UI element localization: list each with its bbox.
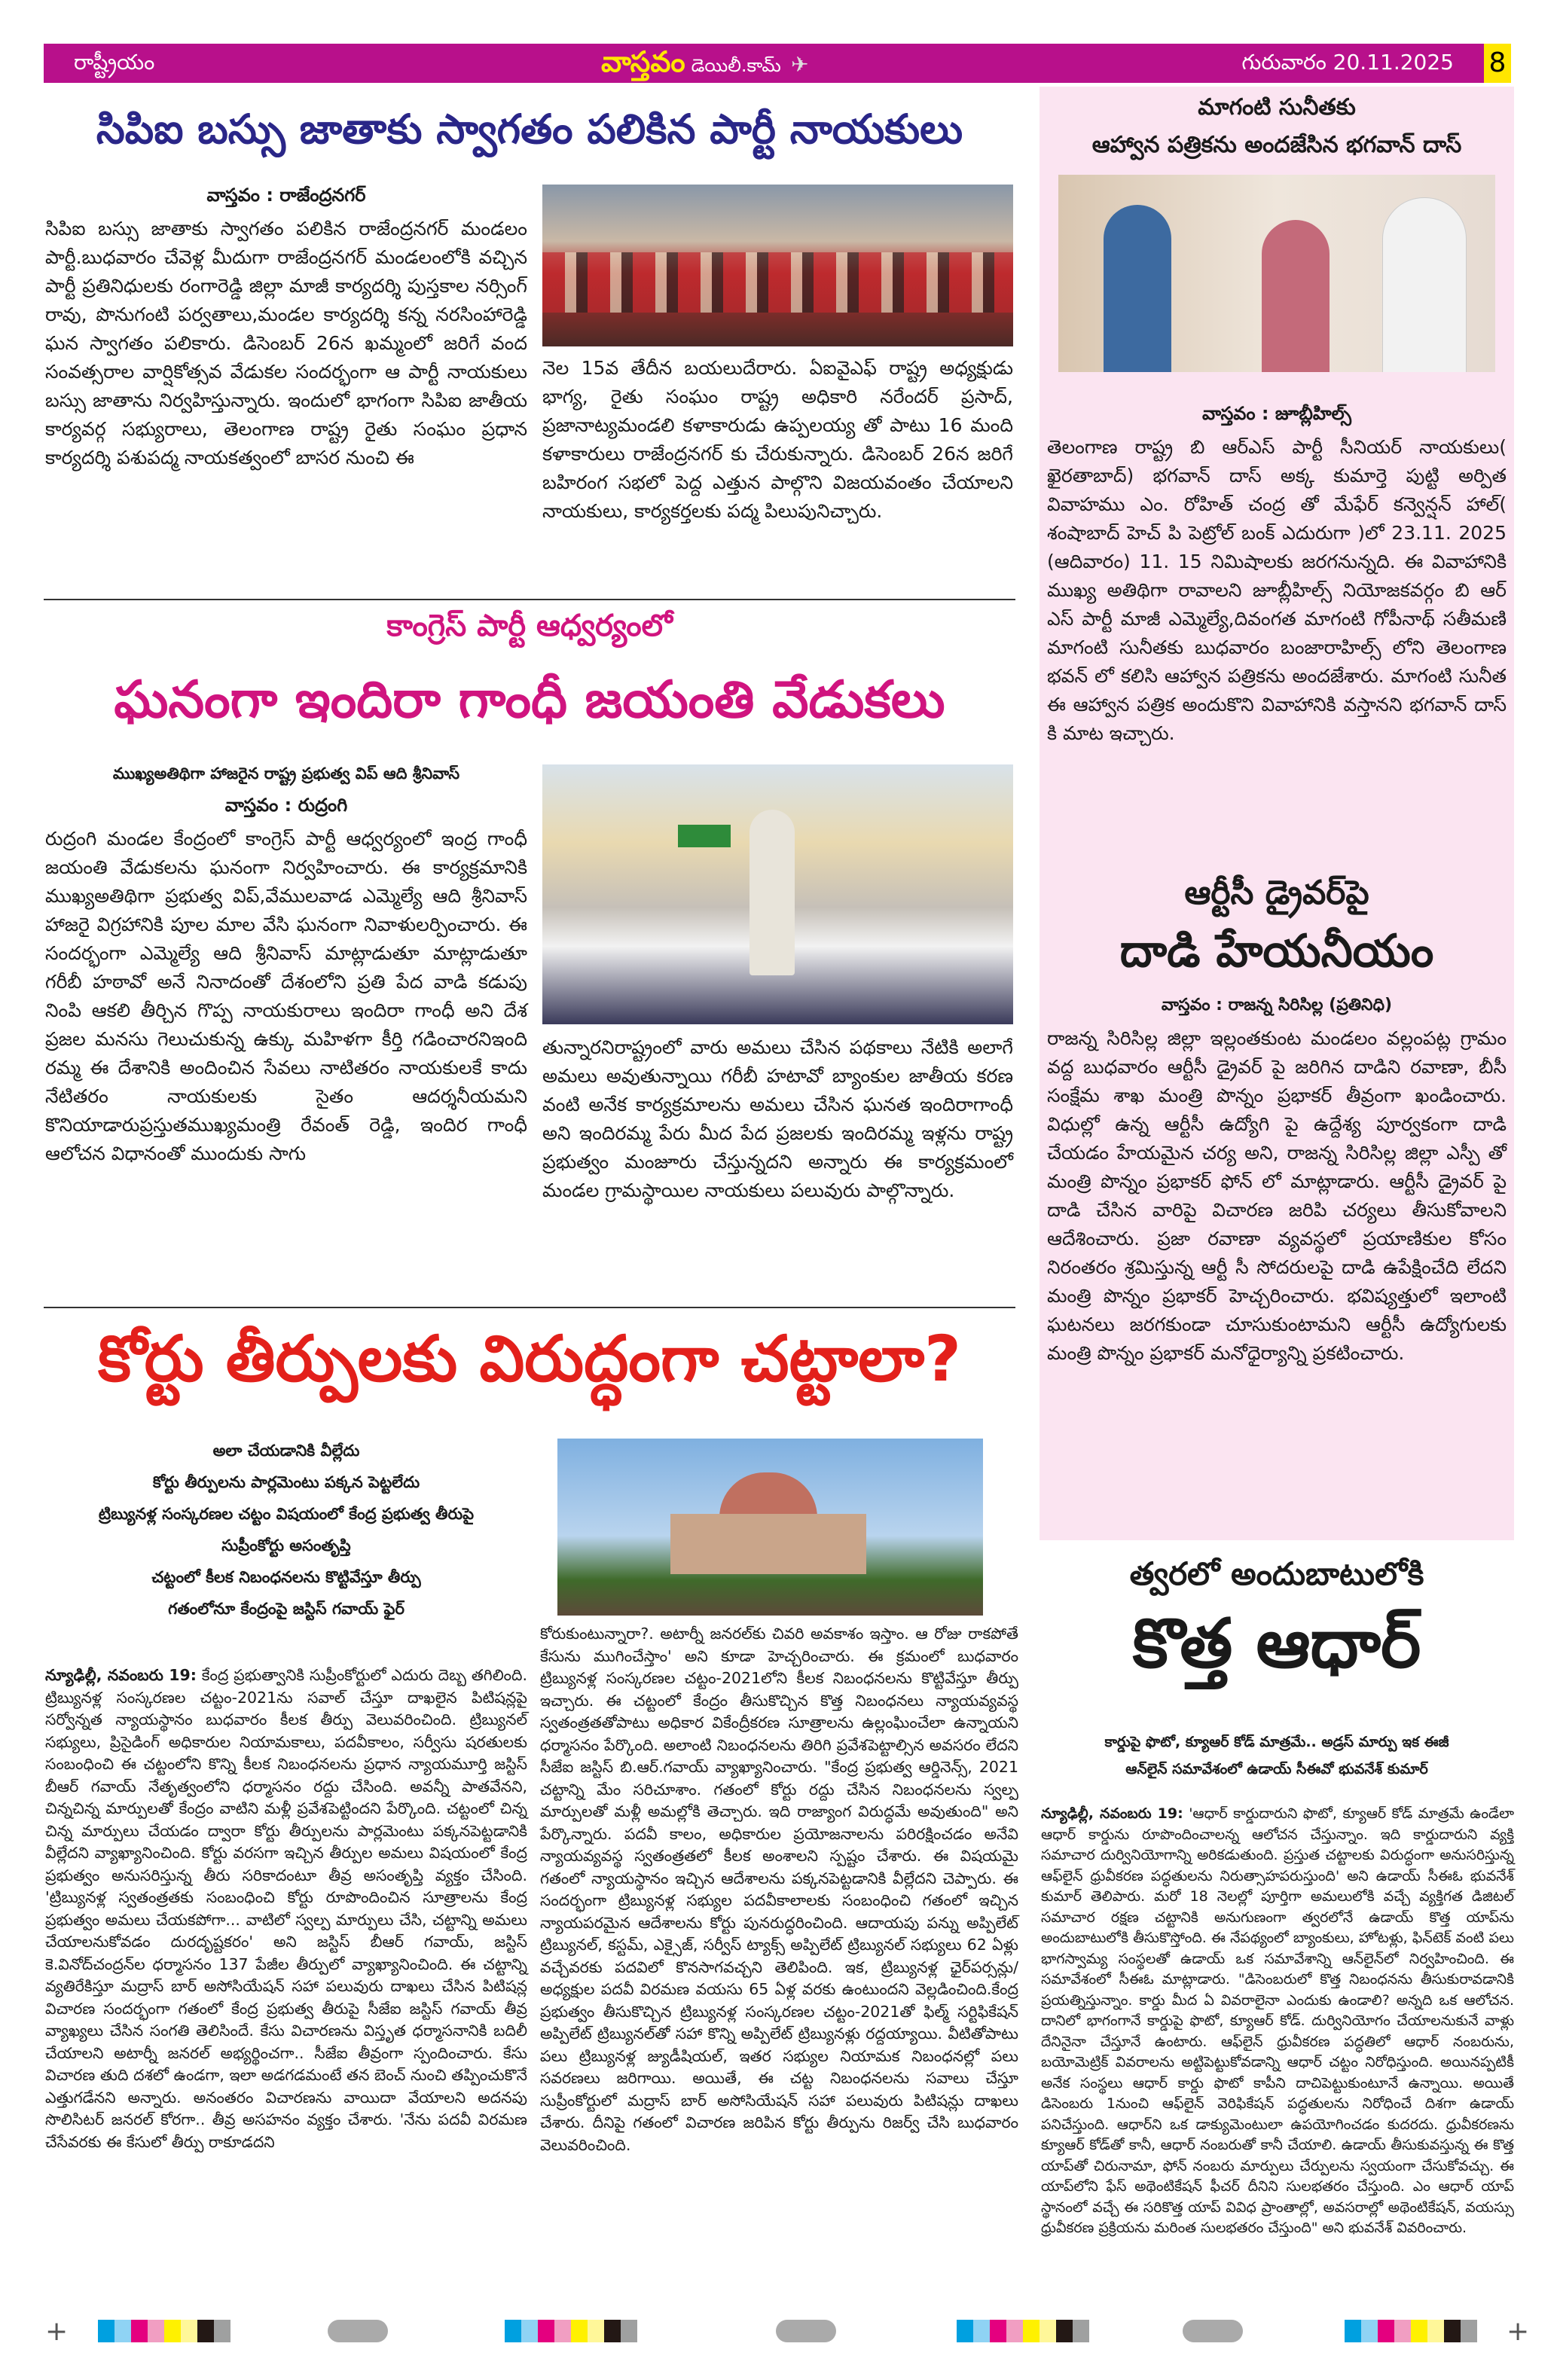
- story2-headline: ఘనంగా ఇందిరా గాంధీ జయంతి వేడుకలు: [114, 670, 945, 730]
- section-name: రాష్ట్రీయం: [74, 50, 155, 75]
- color-bar: [957, 2320, 1089, 2342]
- story3-subhead: ట్రిబ్యునళ్ల సంస్కరణల చట్టం విషయంలో కేంద్ర ప్రభుత్వ తీరుపై: [98, 1505, 475, 1523]
- story1-photo-cpi-bus-yatra: [542, 185, 1013, 346]
- story4-headline-line1: మాగంటి సునీతకు: [1198, 94, 1356, 121]
- brand-name: వాస్తవం: [601, 45, 685, 78]
- registration-pill: [1183, 2320, 1243, 2342]
- registration-pill: [776, 2320, 836, 2342]
- story6-headline: కొత్త ఆధార్: [1132, 1604, 1421, 1683]
- page-number: 8: [1484, 44, 1511, 83]
- story2-kicker: కాంగ్రెస్ పార్టీ ఆధ్వర్యంలో: [386, 609, 673, 643]
- divider: [44, 1307, 1015, 1308]
- story3-col1: [45, 1664, 527, 2153]
- story4-headline-line2: ఆహ్వాన పత్రికను అందజేసిన భగవాన్ దాస్: [1091, 132, 1462, 158]
- story1-headline: సిపిఐ బస్సు జాతాకు స్వాగతం పలికిన పార్టీ నాయకులు: [96, 105, 963, 153]
- story2-subhead: ముఖ్యఅతిథిగా హాజరైన రాష్ట్ర ప్రభుత్వ విప్ ఆది శ్రీనివాస్: [112, 764, 460, 783]
- story6-body: [1041, 1804, 1514, 2239]
- story5-body: రాజన్న సిరిసిల్ల జిల్లా ఇల్లంతకుంట మండలం వల్లంపట్ల గ్రామం వద్ద బుధవారం ఆర్టీసీ డ్రైవర్ పై జరిగిన దాడిని రవాణా, బీసీ సంక్షేమ శాఖ మంత్రి పొన్నం ప్రభాకర్ తీవ్రంగా ఖండించారు. విధుల్లో ఉన్న ఆర్టీసీ ఉద్యోగి పై ఉద్దేశ్య పూర్వకంగా దాడి చేయడం హేయమైన చర్య అని, రాజన్న సిరిసిల్ల జిల్లా ఎస్పీ తో మంత్రి పొన్నం ప్రభాకర్ ఫోన్ లో మాట్లాడారు. ఆర్టీసీ డ్రైవర్ పై దాడి చేసిన వారిపై విచారణ జరిపి చర్యలు తీసుకోవాలని ఆదేశించారు. ప్రజా రవాణా వ్యవస్థలో ప్రయాణికుల కోసం నిరంతరం శ్రమిస్తున్న ఆర్టీ సీ సోదరులపై దాడి ఉపేక్షించేది లేదని మంత్రి పొన్నం ప్రభాకర్ హెచ్చరించారు. భవిష్యత్తులో ఇలాంటి ఘటనలు జరగకుండా చూసుకుంటామని ఆర్టీసీ ఉద్యోగులకు మంత్రి పొన్నం ప్రభాకర్ మనోధైర్యాన్ని ప్రకటించారు.: [1047, 1027, 1507, 1364]
- story4-dateline: వాస్తవం : జూబ్లీహిల్స్: [1202, 403, 1351, 424]
- color-bar: [505, 2320, 637, 2342]
- story3-subhead: గతంలోనూ కేంద్రంపై జస్టిస్ గవాయ్ ఫైర్: [168, 1600, 405, 1618]
- color-bar: [1345, 2320, 1477, 2342]
- story3-subheads: [45, 1435, 527, 1625]
- story6-kicker: త్వరలో అందుబాటులోకి: [1129, 1555, 1424, 1592]
- story2-photo-indira-statue: [542, 764, 1013, 1024]
- story3-headline: కోర్టు తీర్పులకు విరుద్ధంగా చట్టాలా?: [98, 1322, 961, 1396]
- story6-body-text: 'ఆధార్ కార్డుదారుని ఫొటో, క్యూఆర్ కోడ్ మాత్రమే ఉండేలా ఆధార్ కార్డును రూపొందించాలన్న ఆలోచన చేస్తున్నాం. ఇది కార్డుదారుని వ్యక్తి సమాచార దుర్వినియోగాన్ని అరికడుతుంది. ప్రస్తుత చట్టాలకు విరుద్ధంగా అనుసరిస్తున్న ఆఫ్‌లైన్ ధ్రువీకరణ పద్ధతులను నిరుత్సాహపరుస్తుంది' అని ఉడాయ్ సీఈఓ భువనేశ్ కుమార్ తెలిపారు. మరో 18 నెలల్లో పూర్తిగా అమలులోకి వచ్చే వ్యక్తిగత డిజిటల్ సమాచార రక్షణ చట్టానికి అనుగుణంగా త్వరలోనే ఉడాయ్ కొత్త యాప్‌ను అందుబాటులోకి తీసుకొస్తోంది. ఈ నేపథ్యంలో బ్యాంకులు, హోటళ్లు, ఫిన్‌టెక్ వంటి పలు భాగస్వామ్య సంస్థలతో ఉడాయ్ ఒక సమావేశాన్ని ఆన్‌లైన్‌లో నిర్వహించింది. ఈ సమావేశంలో సీఈఓ మాట్లాడారు. "డిసెంబరులో కొత్త నిబంధనను తీసుకురావడానికి ప్రయత్నిస్తున్నాం. కార్డు మీద ఏ వివరాలైనా ఎందుకు ఉండాలి? అన్నది ఒక ఆలోచన. దానిలో భాగంగానే కార్డుపై ఫొటో, క్యూఆర్ కోడ్. దుర్వినియోగం చేయాలనుకునే వాళ్లు దేనినైనా చేస్తూనే ఉంటారు. ఆఫ్‌లైన్ ధ్రువీకరణ పద్ధతిలో ఆధార్ నంబరును, బయోమెట్రిక్ వివరాలను అట్టిపెట్టుకోవడాన్ని ఆధార్ చట్టం నిరోధిస్తుంది. అయినప్పటికీ అనేక సంస్థలు ఆధార్ కార్డు ఫొటో కాపీని దాచిపెట్టుకుంటూనే ఉన్నాయి. అయితే డిసెంబరు 1నుంచి ఆఫ్‌లైన్ వెరిఫికేషన్ పద్ధతులను నిరోధించే దిశగా ఉడాయ్ పనిచేస్తుంది. ఆధార్‌ని ఒక డాక్యుమెంటులా ఉపయోగించడం కుదరదు. ధ్రువీకరణను క్యూఆర్ కోడ్‌తో కానీ, ఆధార్ నంబరుతో కానీ చేయాలి. ఉడాయ్ తీసుకువస్తున్న ఈ కొత్త యాప్‌తో చిరునామా, ఫోన్ నంబరు మార్పులు చేర్పులను స్వయంగా చేసుకోవచ్చు. ఈ యాప్‌లోని ఫేస్ అథెంటికేషన్ ఫీచర్ దీనిని సులభతరం చేస్తుంది. ఎం ఆధార్ యాప్ స్థానంలో వచ్చే ఈ సరికొత్త యాప్ వివిధ ప్రాంతాల్లో, అవసరాల్లో అథెంటికేషన్, వయస్సు ధ్రువీకరణ ప్రక్రియను మరింత సులభతరం చేస్తుంది" అని భువనేశ్ వివరించారు.: [1041, 1805, 1514, 2236]
- brand-suffix: డెయిలీ.కామ్: [691, 55, 781, 76]
- story3-subhead: సుప్రీంకోర్టు అసంతృప్తి: [221, 1536, 351, 1555]
- story3-col1-text: కేంద్ర ప్రభుత్వానికి సుప్రీంకోర్టులో ఎదురు దెబ్బ తగిలింది. ట్రిబ్యునళ్ల సంస్కరణల చట్టం-2021ను సవాల్ చేస్తూ దాఖలైన పిటిషన్లపై సర్వోన్నత న్యాయస్థానం బుధవారం కీలక తీర్పు వెలువరించింది. ట్రిబ్యునల్ సభ్యులు, ప్రిసైడింగ్ అధికారుల నియామకాలు, పదవీకాలం, సర్వీసు షరతులకు సంబంధించి ఈ చట్టంలోని కొన్ని కీలక నిబంధనలను ప్రధాన న్యాయమూర్తి జస్టిస్ బీఆర్ గవాయ్ నేతృత్వంలోని ధర్మాసనం రద్దు చేసింది. అవన్నీ పాతవేనని, చిన్నచిన్న మార్పులతో కేంద్రం వాటిని మళ్లీ ప్రవేశపెట్టిందని పేర్కొంది. చట్టంలో చిన్న చిన్న మార్పులు చేయడం ద్వారా కోర్టు తీర్పులను పార్లమెంటు పక్కనపెట్టడానికి వీల్లేదని వ్యాఖ్యానించింది. కోర్టు వరసగా ఇచ్చిన తీర్పుల అమలు విషయంలో కేంద్ర ప్రభుత్వం అనుసరిస్తున్న తీరు సరికాదంటూ తీవ్ర అసంతృప్తి వ్యక్తం చేసింది. 'ట్రిబ్యునళ్ల స్వతంత్రతకు సంబంధించి కోర్టు రూపొందించిన సూత్రాలను కేంద్ర ప్రభుత్వం అమలు చేయకపోగా... వాటిలో స్వల్ప మార్పులు చేసి, చట్టాన్ని అమలు చేయాలనుకోవడం దురదృష్టకరం' అని జస్టిస్ బీఆర్ గవాయ్, జస్టిస్ కె.వినోద్‌చంద్రన్‌ల ధర్మాసనం 137 పేజీల తీర్పులో వ్యాఖ్యానించింది. ఈ చట్టాన్ని వ్యతిరేకిస్తూ మద్రాస్ బార్ అసోసియేషన్ సహా పలువురు దాఖలు చేసిన పిటిషన్ల విచారణ సందర్భంగా గతంలో కేంద్ర ప్రభుత్వ తీరుపై సీజేఐ జస్టిస్ గవాయ్ తీవ్ర వ్యాఖ్యలు చేసిన సంగతి తెలిసిందే. కేసు విచారణను విస్తృత ధర్మాసనానికి బదిలీ చేయాలని అటార్నీ జనరల్ అభ్యర్థించగా.. సీజేఐ తీవ్రంగా స్పందించారు. కేసు విచారణ తుది దశలో ఉండగా, ఇలా అడగడమంటే తన బెంచ్ నుంచి తప్పించుకొనే ఎత్తుగడేనని అన్నారు. అనంతరం విచారణను వాయిదా వేయాలని అదనపు సొలిసిటర్ జనరల్ కోరగా.. తీవ్ర అసహనం వ్యక్తం చేశారు. 'నేను పదవీ విరమణ చేసేవరకు ఈ కేసులో తీర్పు రాకూడదని: [45, 1666, 527, 2151]
- issue-date: గురువారం 20.11.2025: [1241, 50, 1454, 75]
- story1-col1: సిపిఐ బస్సు జాతాకు స్వాగతం పలికిన రాజేంద్రనగర్ మండలం పార్టీ.బుధవారం చేవెళ్ల మీదుగా రాజేంద్రనగర్ మండలంలోకి వచ్చిన పార్టీ ప్రతినిధులకు రంగారెడ్డి జిల్లా మాజీ కార్యదర్శి పుస్తకాల నర్సింగ్ రావు, పొనుగంటి పర్వతాలు,మండల కార్యదర్శి కన్న నరసింహారెడ్డి ఘన స్వాగతం పలికారు. డిసెంబర్ 26న ఖమ్మంలో జరిగే వంద సంవత్సరాల వార్షికోత్సవ వేడుకల సందర్భంగా ఆ పార్టీ నాయకులు బస్సు జాతాను నిర్వహిస్తున్నారు. ఇందులో భాగంగా సిపిఐ జాతీయ కార్యవర్గ సభ్యురాలు, తెలంగాణ రాష్ట్ర రైతు సంఘం ప్రధాన కార్యదర్శి పశుపద్మ నాయకత్వంలో బాసర నుంచి ఈ: [45, 218, 527, 468]
- story1-col2: నెల 15వ తేదీన బయలుదేరారు. ఏఐవైఎఫ్ రాష్ట్ర అధ్యక్షుడు భాగ్య, రైతు సంఘం రాష్ట్ర అధికారి నరేందర్ ప్రసాద్, ప్రజానాట్యమండలి కళాకారుడు ఉప్పలయ్య తో పాటు 16 మంది కళాకారులు రాజేంద్రనగర్ కు చేరుకున్నారు. డిసెంబర్ 26న జరిగే బహిరంగ సభలో పెద్ద ఎత్తున పాల్గొని విజయవంతం చేయాలని నాయకులు, కార్యకర్తలకు పద్మ పిలుపునిచ్చారు.: [542, 357, 1013, 522]
- story3-photo-supreme-court: [557, 1439, 983, 1616]
- story4-body: తెలంగాణ రాష్ట్ర బి ఆర్ఎస్ పార్టీ సీనియర్ నాయకులు( ఖైరతాబాద్) భగవాన్ దాస్ అక్క కుమార్తె పుట్టి అర్పిత వివాహము ఎం. రోహిత్ చంద్ర తో మేఫేర్ కన్వెన్షన్ హాల్( శంషాబాద్ హెచ్ పి పెట్రోల్ బంక్ ఎదురుగా )లో 23.11. 2025 (ఆదివారం) 11. 15 నిమిషాలకు జరగనున్నది. ఈ వివాహానికి ముఖ్య అతిథిగా రావాలని జూబ్లీహిల్స్ నియోజకవర్గం బి ఆర్ ఎస్ పార్టీ మాజీ ఎమ్మెల్యే,దివంగత మాగంటి గోపీనాథ్ సతీమణి మాగంటి సునీతకు బుధవారం బంజారాహిల్స్ లోని తెలంగాణ భవన్ లో కలిసి ఆహ్వాన పత్రికను అందజేశారు. మాగంటి సునీత ఈ ఆహ్వాన పత్రిక అందుకొని వివాహానికి వస్తానని భగవాన్ దాస్ కి మాట ఇచ్చారు.: [1047, 436, 1507, 744]
- story5-kicker: ఆర్టీసీ డ్రైవర్‌పై: [1184, 874, 1369, 912]
- registration-mark-icon: +: [45, 2316, 69, 2347]
- story6-subhead: ఆన్‌లైన్ సమావేశంలో ఉడాయ్ సీఈవో భువనేశ్ కుమార్: [1125, 1761, 1428, 1777]
- story3-subhead: చట్టంలో కీలక నిబంధనలను కొట్టివేస్తూ తీర్పు: [151, 1568, 421, 1586]
- newspaper-logo: [601, 45, 809, 86]
- story2-col1: రుద్రంగి మండల కేంద్రంలో కాంగ్రెస్ పార్టీ ఆధ్వర్యంలో ఇంద్ర గాంధీ జయంతి వేడుకలను ఘనంగా నిర్వహించారు. ఈ కార్యక్రమానికి ముఖ్యఅతిథిగా ప్రభుత్వ విప్,వేములవాడ ఎమ్మెల్యే ఆది శ్రీనివాస్ హాజరై విగ్రహానికి పూల మాల వేసి ఘనంగా నివాళులర్పించారు. ఈ సందర్భంగా ఎమ్మెల్యే ఆది శ్రీనివాస్ మాట్లాడుతూ మాట్లాడుతూ గరీబీ హఠావో అనే నినాదంతో దేశంలోని ప్రతి పేద వాడి కడుపు నింపి ఆకలి తీర్చిన గొప్ప నాయకురాలు ఇందిరా గాంధీ అని దేశ ప్రజల మనసు గెలుచుకున్న ఉక్కు మహిళగా కీర్తి గడించారనిఇంది రమ్మ ఈ దేశానికి అందించిన సేవలు నాటితరం నాయకులకే కాదు నేటితరం నాయకులకు సైతం ఆదర్శనీయమని కొనియాడారుప్రస్తుతముఖ్యమంత్రి రేవంత్ రెడ్డి, ఇందిర గాంధీ ఆలోచన విధానంతో ముందుకు సాగు: [45, 828, 527, 1164]
- registration-mark-icon: +: [1507, 2316, 1530, 2347]
- story6-lead: న్యూఢిల్లీ, నవంబరు 19:: [1041, 1805, 1183, 1822]
- color-bar: [98, 2320, 230, 2342]
- story4-photo-invitation: [1058, 175, 1495, 372]
- divider: [44, 599, 1015, 600]
- story5-dateline: వాస్తవం : రాజన్న సిరిసిల్ల (ప్రతినిధి): [1161, 996, 1393, 1015]
- story3-subhead: అలా చేయడానికి వీల్లేదు: [212, 1442, 360, 1460]
- masthead-bar: [44, 44, 1484, 83]
- bird-logo-icon: ✈: [791, 52, 809, 77]
- registration-pill: [328, 2320, 388, 2342]
- story2-dateline: వాస్తవం : రుద్రంగి: [224, 795, 348, 816]
- story3-subhead: కోర్టు తీర్పులను పార్లమెంటు పక్కన పెట్టలేదు: [152, 1473, 420, 1491]
- story5-headline: దాడి హేయనీయం: [1119, 925, 1434, 978]
- story3-lead: న్యూఢిల్లీ, నవంబరు 19:: [45, 1666, 197, 1684]
- story3-col2: కోరుకుంటున్నారా?. అటార్నీ జనరల్‌కు చివరి అవకాశం ఇస్తాం. ఆ రోజు రాకపోతే కేసును ముగించేస్తాం' అని కూడా హెచ్చరించారు. ఈ క్రమంలో బుధవారం ట్రిబ్యునళ్ల సంస్కరణల చట్టం-2021లోని కీలక నిబంధనలను కొట్టివేస్తూ తీర్పు ఇచ్చారు. ఈ చట్టంలో కేంద్రం తీసుకొచ్చిన కొత్త నిబంధనలు న్యాయవ్యవస్థ స్వతంత్రతతోపాటు అధికార వికేంద్రీకరణ సూత్రాలను ఉల్లంఘించేలా ఉన్నాయని ధర్మాసనం పేర్కొంది. అలాంటి నిబంధనలను తిరిగి ప్రవేశపెట్టాల్సిన అవసరం లేదని సీజేఐ జస్టిస్ బి.ఆర్.గవాయ్ వ్యాఖ్యానించారు. "కేంద్ర ప్రభుత్వ ఆర్డినెన్స్, 2021 చట్టాన్ని మేం సరిచూశాం. గతంలో కోర్టు రద్దు చేసిన నిబంధనలను స్వల్ప మార్పులతో మళ్లీ అమల్లోకి తెచ్చారు. ఇది రాజ్యాంగ విరుద్ధమే అవుతుంది" అని పేర్కొన్నారు. పదవీ కాలం, అధికారుల ప్రయోజనాలను పరిరక్షించడం అనేవి న్యాయవ్యవస్థ స్వతంత్రతలో కీలక అంశాలని స్పష్టం చేశారు. ఈ విషయమై గతంలో న్యాయస్థానం ఇచ్చిన ఆదేశాలను పక్కనపెట్టడానికి వీల్లేదని చెప్పారు. ఈ సందర్భంగా ట్రిబ్యునళ్ల సభ్యుల పదవీకాలాలకు సంబంధించి గతంలో ఇచ్చిన న్యాయపరమైన ఆదేశాలను కోర్టు పునరుద్ధరించింది. ఆదాయపు పన్ను అప్పిలేట్ ట్రిబ్యునల్, కస్టమ్, ఎక్సైజ్, సర్వీస్ ట్యాక్స్ అప్పిలేట్ ట్రిబ్యునల్ సభ్యులు 62 ఏళ్లు వచ్చేవరకు పదవిలో కొనసాగవచ్చని తెలిపింది. ఇక, ట్రిబ్యునళ్ల ఛైర్‌పర్సన్లు/అధ్యక్షుల పదవీ విరమణ వయసు 65 ఏళ్ల వరకు ఉంటుందని వెల్లడించింది.కేంద్ర ప్రభుత్వం తీసుకొచ్చిన ట్రిబ్యునళ్ల సంస్కరణల చట్టం-2021తో ఫిల్మ్ సర్టిఫికేషన్ అప్పిలేట్ ట్రిబ్యునల్‌తో సహా కొన్ని అప్పిలేట్ ట్రిబ్యునళ్లు రద్దయ్యాయి. వీటితోపాటు పలు ట్రిబ్యునళ్ల జ్యుడీషియల్, ఇతర సభ్యుల నియామక నిబంధనల్లో పలు సవరణలు జరిగాయి. అయితే, ఈ చట్ట నిబంధనలను సవాలు చేస్తూ సుప్రీంకోర్టులో మద్రాస్ బార్ అసోసియేషన్ సహా పలువురు పిటిషన్లు దాఖలు చేశారు. దీనిపై గతంలో విచారణ జరిపిన కోర్టు తీర్పును రిజర్వ్ చేసి బుధవారం వెలువరించింది.: [540, 1625, 1018, 2154]
- story6-subheads: [1040, 1729, 1514, 1783]
- story6-subhead: కార్డుపై ఫొటో, క్యూఆర్ కోడ్ మాత్రమే.. అడ్రస్ మార్పు ఇక ఈజీ: [1104, 1734, 1449, 1750]
- story1-dateline: వాస్తవం : రాజేంద్రనగర్: [206, 185, 366, 206]
- story2-col2: తున్నారనిరాష్ట్రంలో వారు అమలు చేసిన పథకాలు నేటికి అలాగే అమలు అవుతున్నాయి గరీబీ హటావో బ్యాంకుల జాతీయ కరణ వంటి అనేక కార్యక్రమాలను అమలు చేసిన ఘనత ఇందిరాగాంధీ అని ఇందిరమ్మ పేరు మీద పేద ప్రజలకు ఇందిరమ్మ ఇళ్లను రాష్ట్ర ప్రభుత్వం మంజూరు చేస్తున్నదని అన్నారు ఈ కార్యక్రమంలో మండల గ్రామస్థాయిల నాయకులు పలువురు పాల్గొన్నారు.: [542, 1036, 1013, 1201]
